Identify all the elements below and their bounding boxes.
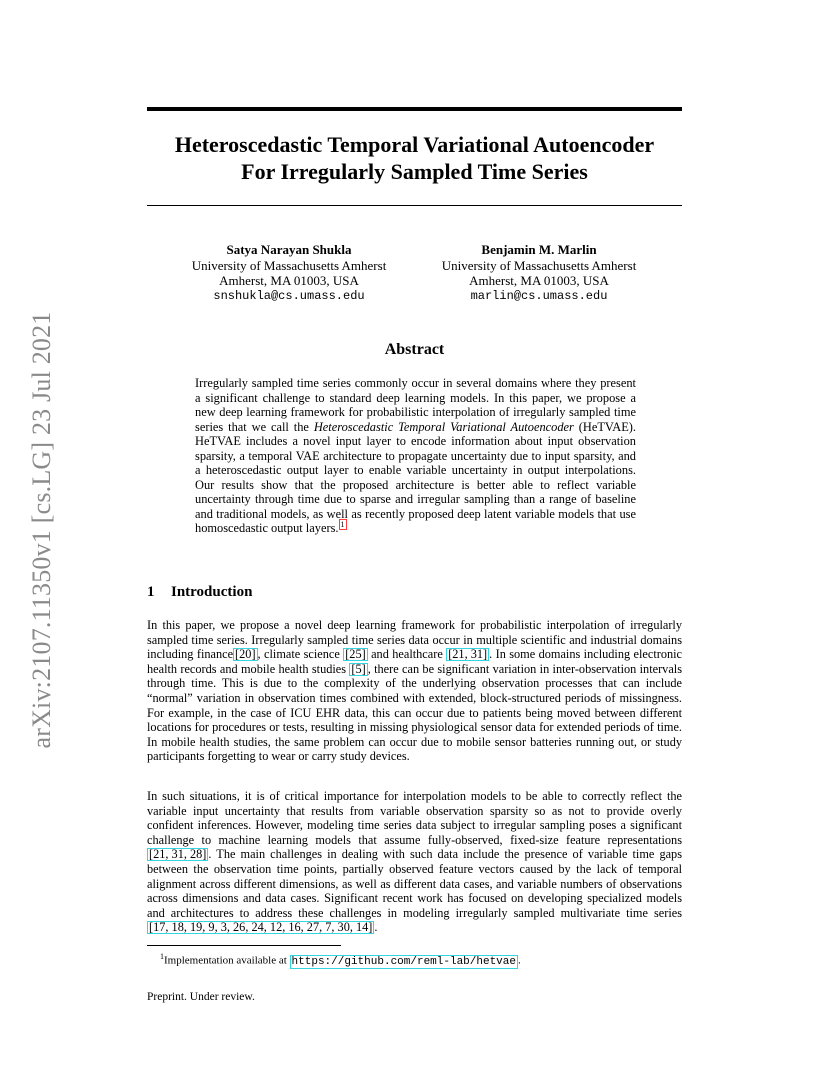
citation-link[interactable]: [21, 31, 28] <box>149 847 207 862</box>
author-address: Amherst, MA 01003, USA <box>469 273 609 288</box>
citation-link[interactable]: [25] <box>345 647 366 662</box>
author-name: Benjamin M. Marlin <box>481 242 597 257</box>
intro-paragraph-1 <box>147 618 682 764</box>
abstract-body <box>195 376 636 536</box>
footnote-text: Implementation available at <box>164 954 290 967</box>
section-title: Introduction <box>171 584 253 600</box>
abstract-heading: Abstract <box>384 341 445 358</box>
paragraph-text: , climate science <box>257 647 344 662</box>
paragraph-text: . The main challenges in dealing with such data include the presence of variable time gaps between the observation time points, partially observed feature vectors caused by the lack of temporal alignment across different dimensions, as well as different data cases, and variable numbers of observations across dimensions and data cases. Significant recent work has focused on developing specialized models and architectures to address these challenges in modeling irregularly sampled multivariate time series <box>147 847 682 920</box>
repository-url-link[interactable]: https://github.com/reml-lab/hetvae <box>291 955 516 968</box>
arxiv-identifier-stamp: arXiv:2107.11350v1 [cs.LG] 23 Jul 2021 <box>27 311 56 749</box>
author-affiliation: University of Massachusetts Amherst <box>441 257 637 273</box>
author-address: Amherst, MA 01003, USA <box>219 273 359 288</box>
section-number: 1 <box>147 584 155 600</box>
author-email: snshukla@cs.umass.edu <box>213 288 365 303</box>
preprint-note: Preprint. Under review. <box>147 991 255 1003</box>
paragraph-text: . <box>374 920 378 935</box>
abstract-text-cont: (HeTVAE). HeTVAE includes a novel input layer to encode information about input observation sparsity, a temporal VAE architecture to propagate uncertainty due to input sparsity, and a heteroscedastic output layer to enable variable uncertainty in output interpolations. Our results show that the proposed architecture is better able to reflect variable uncertainty through time due to sparse and irregular sampling than a range of baseline and traditional models, as well as recently proposed deep latent variable models that use homoscedastic output layers. <box>195 419 637 536</box>
footnote <box>160 950 521 969</box>
author-email: marlin@cs.umass.edu <box>470 288 608 303</box>
author-block-1 <box>178 242 400 304</box>
citation-link[interactable]: [20] <box>235 647 256 662</box>
title-line-1: Heteroscedastic Temporal Variational Autoencoder <box>174 132 655 157</box>
paragraph-text: In such situations, it is of critical importance for interpolation models to be able to correctly reflect the variable input uncertainty that results from variable observation sparsity so as not to provide overly confident inferences. However, modeling time series data subject to irregular sampling poses a significant challenge to machine learning models that assume fully-observed, fixed-size feature representations <box>147 789 682 847</box>
abstract-model-name: Heteroscedastic Temporal Variational Autoencoder <box>313 419 574 434</box>
author-affiliation: University of Massachusetts Amherst <box>191 257 387 273</box>
citation-link[interactable]: [5] <box>351 661 366 676</box>
author-block-2 <box>428 242 650 304</box>
footnote-number: 1 <box>160 952 164 961</box>
paragraph-text: and healthcare <box>367 647 447 662</box>
paragraph-text: . In some domains including electronic health records and mobile health studies <box>147 647 682 676</box>
abstract-text: Irregularly sampled time series commonly occur in several domains where they present a significant challenge to standard deep learning models. In this paper, we propose a new deep learning framework for probabilistic interpolation of irregularly sampled time series that we call the <box>195 376 636 434</box>
paper-title <box>147 131 682 185</box>
title-top-rule <box>147 107 682 111</box>
title-bottom-rule <box>147 205 682 206</box>
footnote-link[interactable]: 1 <box>340 520 345 529</box>
footnote-rule <box>147 945 341 946</box>
author-name: Satya Narayan Shukla <box>226 242 352 257</box>
citation-link[interactable]: [17, 18, 19, 9, 3, 26, 24, 12, 16, 27, 7, 30, 14] <box>149 920 373 935</box>
citation-link[interactable]: [21, 31] <box>448 647 488 662</box>
section-heading <box>147 584 252 601</box>
title-line-2: For Irregularly Sampled Time Series <box>241 159 588 184</box>
intro-paragraph-2 <box>147 789 682 935</box>
footnote-end: . <box>517 954 521 967</box>
paragraph-text: In this paper, we propose a novel deep learning framework for probabilistic interpolation of irregularly sampled time series. Irregularly sampled time series data occur in multiple scientific and industrial domains including finance <box>147 618 682 662</box>
paragraph-text: , there can be significant variation in inter-observation intervals through time. This is due to the complexity of the underlying observation processes that can include “normal” variation in observation times combined with extended, block-structured periods of missingness. For example, in the case of ICU EHR data, this can occur due to patients being moved between different locations for procedures or tests, resulting in missing physiological sensor data for extended periods of time. In mobile health studies, the same problem can occur due to mobile sensor batteries running out, or study participants forgetting to wear or carry study devices. <box>147 661 682 764</box>
